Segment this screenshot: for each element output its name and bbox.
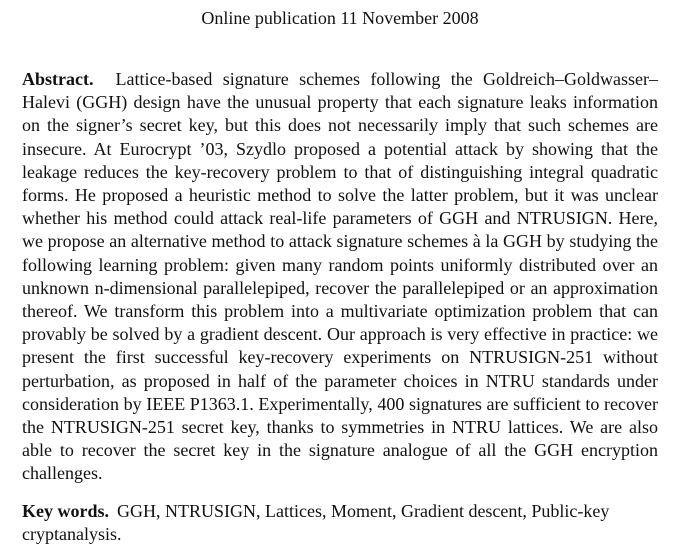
publication-date: Online publication 11 November 2008 xyxy=(201,8,479,28)
keywords-text: GGH, NTRUSIGN, Lattices, Moment, Gradient descent, Public-key cryptanalysis. xyxy=(22,500,610,544)
abstract-text: Lattice-based signature schemes following the Goldreich–Goldwasser–Halevi (GGH) design have the unusual property that each signature leaks information on the signer’s secret key, but this does not necessarily imply that such schemes are insecure. At Eurocrypt ’03, Szydlo proposed a potential attack by showing that the leakage reduces the key-recovery problem to that of distinguishing integral quadratic forms. He proposed a heuristic method to solve the latter problem, but it was unclear whether his method could attack real-life parameters of GGH and NTRUSIGN. Here, we propose an alternative method to attack signature schemes à la GGH by studying the following learning problem: given many random points uniformly distributed over an unknown n-dimensional parallelepiped, recover the parallelepiped or an approximation thereof. We transform this problem into a multivariate optimization problem that can provably be solved by a gradient descent. Our approach is very effective in practice: we present the first successful key-recovery experiments on NTRUSIGN-251 without perturbation, as proposed in half of the parameter choices in NTRU standards under consideration by IEEE P1363.1. Experimentally, 400 signatures are sufficient to recover the NTRUSIGN-251 secret key, thanks to symmetries in NTRU lattices. We are also able to recover the secret key in the signature analogue of all the GGH encryption challenges. xyxy=(22,69,658,484)
keywords-label: Key words. xyxy=(22,500,109,521)
abstract-paragraph xyxy=(22,68,658,486)
abstract-label: Abstract. xyxy=(22,69,94,89)
keywords-paragraph xyxy=(22,500,658,546)
